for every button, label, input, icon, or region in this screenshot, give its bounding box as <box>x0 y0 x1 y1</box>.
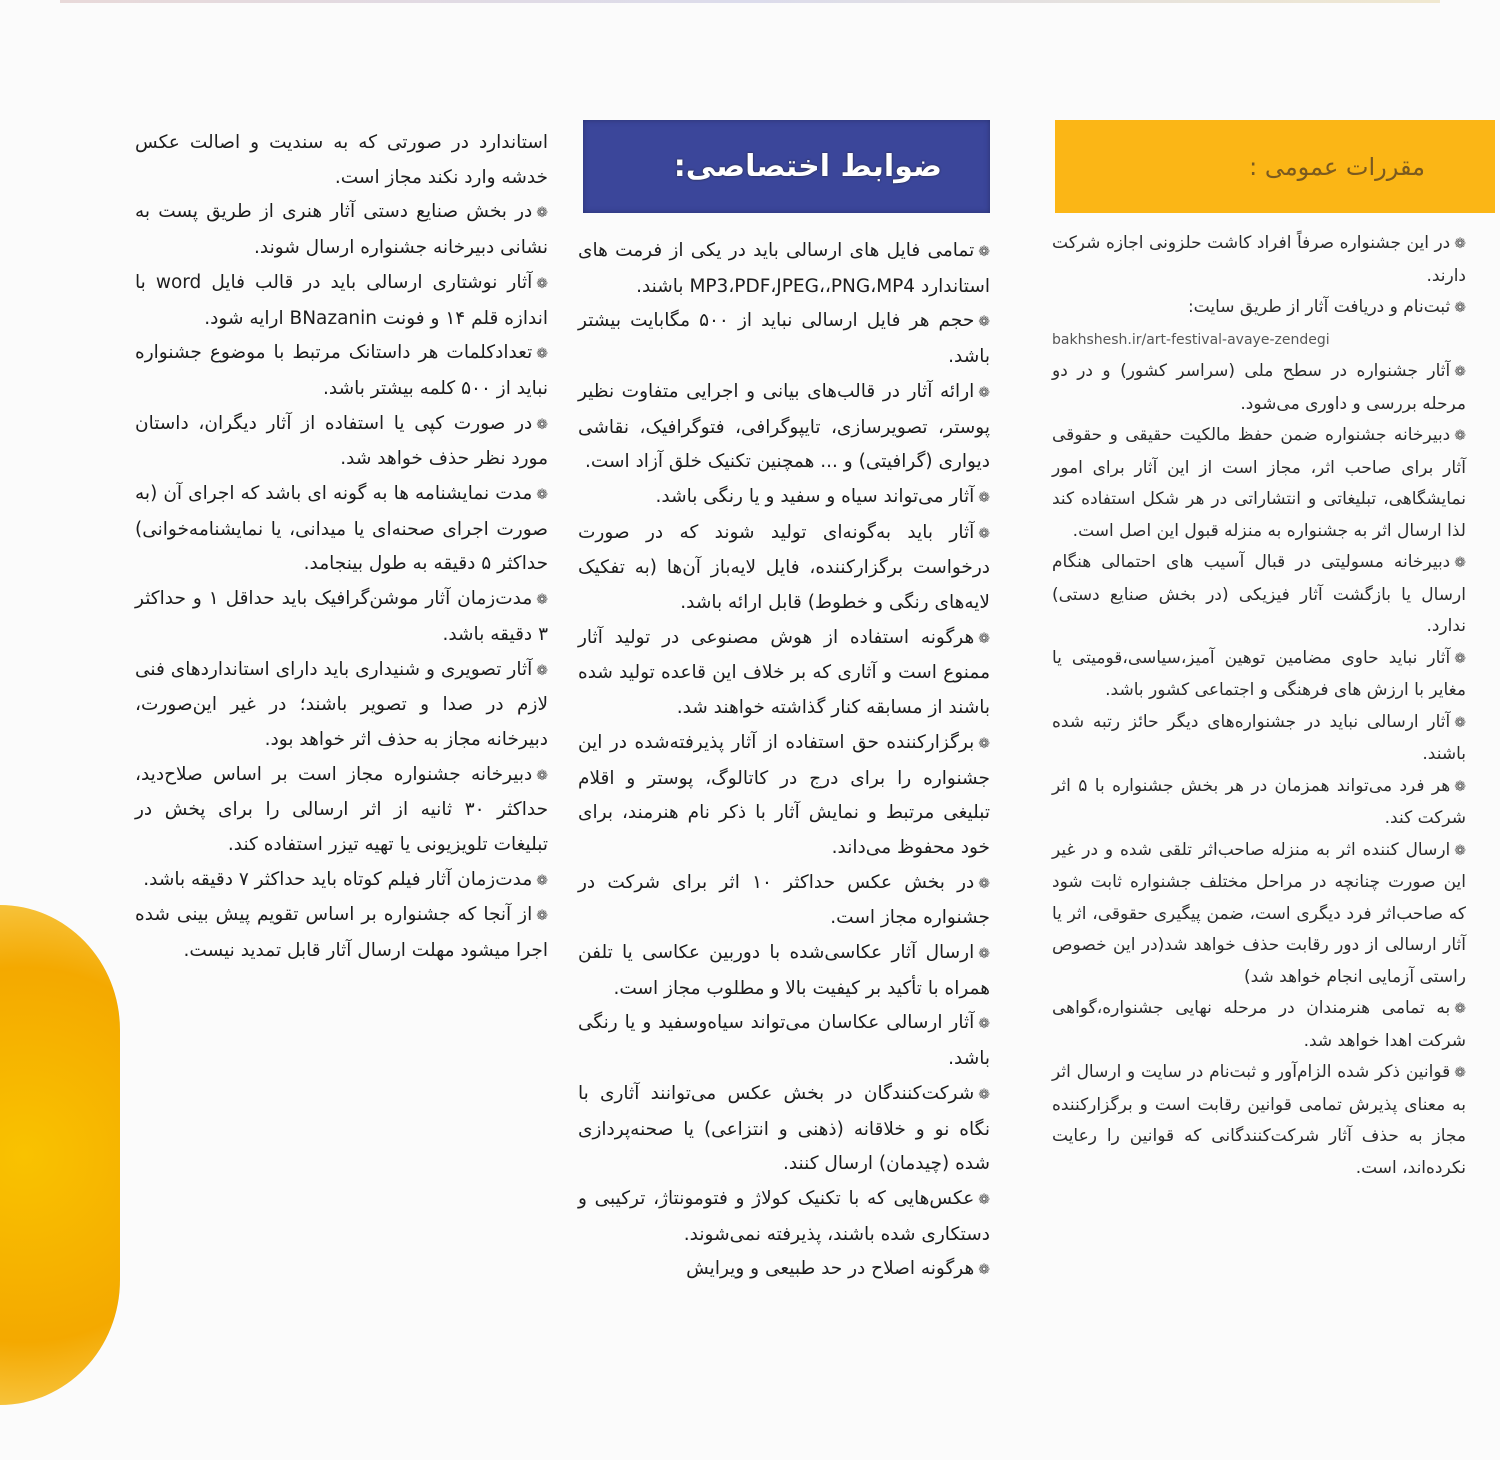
flower-bullet-icon: ❁ <box>978 384 990 401</box>
flower-bullet-icon: ❁ <box>978 525 990 542</box>
rule-item <box>578 1006 990 1076</box>
rule-text: مدت‌زمان آثار فیلم کوتاه باید حداکثر ۷ دقیقه باشد. <box>143 868 533 890</box>
rule-text: آثار ارسالی نباید در جشنواره‌های دیگر حائز رتبه شده باشند. <box>1052 711 1466 764</box>
rule-item <box>578 726 990 866</box>
rule-item <box>578 234 990 304</box>
rule-text: ارسال آثار عکاسی‌شده با دوربین عکاسی یا تلفن همراه با تأکید بر کیفیت بالا و مطلوب مجاز است. <box>578 942 990 999</box>
rule-item <box>1052 643 1466 707</box>
rule-text: در بخش صنایع دستی آثار هنری از طریق پست به نشانی دبیرخانه جشنواره ارسال شوند. <box>135 201 548 259</box>
rule-item <box>578 936 990 1006</box>
rule-item <box>135 898 548 968</box>
rule-item <box>1052 547 1466 643</box>
flower-bullet-icon: ❁ <box>1454 364 1466 380</box>
flower-bullet-icon: ❁ <box>978 244 990 260</box>
rule-item <box>1052 993 1466 1057</box>
rule-item <box>135 653 548 758</box>
rule-text: ارائه آثار در قالب‌های بیانی و اجرایی متفاوت نظیر پوستر، تصویرسازی، تایپوگرافی، فتوگرافیک، نقاشی دیواری (گرافیتی) و ... همچنین تکنیک خلق آزاد است. <box>578 380 990 473</box>
flower-bullet-icon: ❁ <box>536 205 548 222</box>
flower-bullet-icon: ❁ <box>536 592 548 609</box>
rule-item <box>578 516 990 621</box>
rule-text: هرگونه استفاده از هوش مصنوعی در تولید آثار ممنوع است و آثاری که بر خلاف این قاعده تولید شده باشند از مسابقه کنار گذاشته خواهند شد. <box>578 626 990 719</box>
rule-text: آثار ارسالی عکاسان می‌تواند سیاه‌وسفید و یا رنگی باشد. <box>578 1012 990 1070</box>
flower-bullet-icon: ❁ <box>978 735 990 752</box>
rule-item <box>135 582 548 652</box>
specific-rules-title: ضوابط اختصاصی: <box>673 149 942 184</box>
rule-item <box>1052 835 1466 994</box>
flower-bullet-icon: ❁ <box>536 275 548 292</box>
rule-text: آثار نوشتاری ارسالی باید در قالب فایل word با اندازه قلم ۱۴ و فونت BNazanin ارایه شود. <box>135 271 548 329</box>
rule-item <box>1052 771 1466 835</box>
rule-text: مدت‌زمان آثار موشن‌گرافیک باید حداقل ۱ و حداکثر ۳ دقیقه باشد. <box>135 588 548 645</box>
flower-bullet-icon: ❁ <box>978 1016 990 1033</box>
rule-item <box>1052 292 1466 356</box>
rule-item <box>135 336 548 406</box>
general-rules-title: مقررات عمومی : <box>1249 152 1425 181</box>
rule-text: دبیرخانه جشنواره ضمن حفظ مالکیت حقیقی و حقوقی آثار برای صاحب اثر، مجاز است از این آثار برای امور نمایشگاهی، تبلیغاتی و انتشاراتی در هر شکل استفاده کند لذا ارسال اثر به جشنواره به منزله قبول این اصل است. <box>1052 425 1466 541</box>
flower-bullet-icon: ❁ <box>978 1191 990 1208</box>
specific-rules-header <box>583 120 990 213</box>
rule-text: شرکت‌کنندگان در بخش عکس می‌توانند آثاری با نگاه نو و خلاقانه (ذهنی و انتزاعی) یا صحنه‌پردازی شده (چیدمان) ارسال کنند. <box>578 1082 990 1175</box>
rule-text: ثبت‌نام و دریافت آثار از طریق سایت: <box>1187 297 1451 317</box>
flower-bullet-icon: ❁ <box>1454 842 1466 859</box>
flower-bullet-icon: ❁ <box>536 662 548 679</box>
rule-item <box>135 477 548 582</box>
flower-bullet-icon: ❁ <box>1454 1065 1466 1081</box>
flower-bullet-icon: ❁ <box>536 487 548 504</box>
flower-bullet-icon: ❁ <box>536 416 548 433</box>
rule-text: در بخش عکس حداکثر ۱۰ اثر برای شرکت در جشنواره مجاز است. <box>578 871 990 929</box>
rule-text: برگزارکننده حق استفاده از آثار پذیرفته‌شده در این جشنواره را برای درج در کاتالوگ، پوستر و اقلام تبلیغی مرتبط و نمایش آثار با ذکر نام هنرمند، برای خود محفوظ می‌داند. <box>578 731 990 858</box>
rule-item <box>1052 420 1466 547</box>
general-rules-header <box>1055 120 1495 213</box>
rule-item <box>1052 356 1466 420</box>
rule-text: آثار جشنواره در سطح ملی (سراسر کشور) و در دو مرحله بررسی و داوری می‌شود. <box>1052 361 1466 414</box>
flower-bullet-icon: ❁ <box>536 346 548 363</box>
flower-bullet-icon: ❁ <box>1454 555 1466 571</box>
specific-rules-list <box>578 234 990 1288</box>
rule-item <box>578 304 990 374</box>
flower-bullet-icon: ❁ <box>978 489 990 506</box>
rule-text: آثار می‌تواند سیاه و سفید و یا رنگی باشد. <box>655 485 975 507</box>
flower-bullet-icon: ❁ <box>536 767 548 784</box>
continued-lead-text: استاندارد در صورتی که به سندیت و اصالت عکس خدشه وارد نکند مجاز است. <box>135 132 548 188</box>
flower-bullet-icon: ❁ <box>978 946 990 963</box>
flower-bullet-icon: ❁ <box>536 872 548 889</box>
flower-bullet-icon: ❁ <box>978 1262 990 1279</box>
flower-bullet-icon: ❁ <box>1454 1001 1466 1017</box>
rule-text: تمامی فایل های ارسالی باید در یکی از فرمت های استاندارد MP3،PDF،JPEG،،PNG،MP4 باشند. <box>578 240 990 297</box>
rule-item <box>135 266 548 336</box>
rule-text: دبیرخانه مسولیتی در قبال آسیب های احتمالی هنگام ارسال یا بازگشت آثار فیزیکی (در بخش صنایع دستی) ندارد. <box>1052 552 1466 636</box>
rule-text: ارسال کننده اثر به منزله صاحب‌اثر تلقی شده و در غیر این صورت چنانچه در مراحل مختلف جشنواره ثابت شود که صاحب‌اثر فرد دیگری است، ضمن پیگیری حقوقی، اثر یا آثار ارسالی از دور رقابت حذف خواهد شد(در این خصوص راستی آزمایی انجام خواهد شد) <box>1052 839 1466 987</box>
flower-bullet-icon: ❁ <box>1454 428 1466 444</box>
rule-text: عکس‌هایی که با تکنیک کولاژ و فتومونتاژ، ترکیبی و دستکاری شده باشند، پذیرفته نمی‌شوند. <box>578 1187 990 1245</box>
rule-text: هرگونه اصلاح در حد طبیعی و ویرایش <box>686 1258 975 1280</box>
flower-bullet-icon: ❁ <box>978 1086 990 1103</box>
rule-item <box>1052 1057 1466 1184</box>
flower-bullet-icon: ❁ <box>1454 300 1466 316</box>
flower-bullet-icon: ❁ <box>978 314 990 331</box>
flower-bullet-icon: ❁ <box>1454 236 1466 252</box>
flower-bullet-icon: ❁ <box>978 875 990 892</box>
flower-bullet-icon: ❁ <box>1454 778 1466 795</box>
rule-text: به تمامی هنرمندان در مرحله نهایی جشنواره،گواهی شرکت اهدا خواهد شد. <box>1052 998 1466 1051</box>
rule-item <box>578 1252 990 1288</box>
rule-item <box>578 1182 990 1252</box>
flower-bullet-icon: ❁ <box>536 908 548 925</box>
rule-text: آثار تصویری و شنیداری باید دارای استانداردهای فنی لازم در صدا و تصویر باشند؛ در غیر این‌صورت، دبیرخانه مجاز به حذف اثر خواهد بود. <box>135 658 548 750</box>
rule-text: حجم هر فایل ارسالی نباید از ۵۰۰ مگابایت بیشتر باشد. <box>578 310 990 368</box>
rule-item <box>1052 707 1466 771</box>
rule-text: تعدادکلمات هر داستانک مرتبط با موضوع جشنواره نباید از ۵۰۰ کلمه بیشتر باشد. <box>135 342 548 399</box>
rule-item <box>578 375 990 480</box>
rule-text: قوانین ذکر شده الزام‌آور و ثبت‌نام در سایت و ارسال اثر به معنای پذیرش تمامی قوانین رقابت است و برگزارکننده مجاز به حذف آثار شرکت‌کنندگانی که قوانین را رعایت نکرده‌اند، است. <box>1052 1062 1466 1178</box>
rule-item <box>135 863 548 899</box>
specific-rules-continued <box>135 126 548 969</box>
rule-item <box>578 1077 990 1182</box>
rule-item <box>578 621 990 726</box>
rule-text: از آنجا که جشنواره بر اساس تقویم پیش بینی شده اجرا میشود مهلت ارسال آثار قابل تمدید نیست. <box>135 904 548 962</box>
rule-item <box>135 407 548 477</box>
general-rules-list <box>1052 228 1466 1184</box>
rule-text: هر فرد می‌تواند همزمان در هر بخش جشنواره با ۵ اثر شرکت کند. <box>1052 775 1466 828</box>
rule-item <box>1052 228 1466 292</box>
rule-item <box>578 480 990 516</box>
flower-bullet-icon: ❁ <box>978 630 990 647</box>
decorative-yellow-circle <box>0 905 120 1405</box>
page-top-edge <box>60 0 1440 3</box>
rule-item <box>135 758 548 863</box>
festival-site-link[interactable]: bakhshesh.ir/art-festival-avaye-zendegi <box>1052 331 1330 348</box>
rule-text: در صورت کپی یا استفاده از آثار دیگران، داستان مورد نظر حذف خواهد شد. <box>135 412 548 470</box>
rule-text: در این جشنواره صرفاً افراد کاشت حلزونی اجازه شرکت دارند. <box>1052 233 1466 286</box>
rule-text: آثار باید به‌گونه‌ای تولید شوند که در صورت درخواست برگزارکننده، فایل لایه‌باز آن‌ها (به تفکیک لایه‌های رنگی و خطوط) قابل ارائه باشد. <box>578 521 990 614</box>
rule-item <box>135 195 548 265</box>
rule-text: مدت نمایشنامه ها به گونه ای باشد که اجرای آن (به صورت اجرای صحنه‌ای یا میدانی، یا نمایشنامه‌خوانی) حداکثر ۵ دقیقه به طول بینجامد. <box>135 483 548 575</box>
rule-text: دبیرخانه جشنواره مجاز است بر اساس صلاح‌دید، حداکثر ۳۰ ثانیه از اثر ارسالی را برای پخش در تبلیغات تلویزیونی یا تهیه تیزر استفاده کند. <box>135 763 549 856</box>
rule-item <box>578 866 990 936</box>
flower-bullet-icon: ❁ <box>1454 714 1466 731</box>
flower-bullet-icon: ❁ <box>1454 650 1466 667</box>
rule-text: آثار نباید حاوی مضامین توهین آمیز،سیاسی،قومیتی یا مغایر با ارزش های فرهنگی و اجتماعی کشور باشد. <box>1052 647 1466 700</box>
